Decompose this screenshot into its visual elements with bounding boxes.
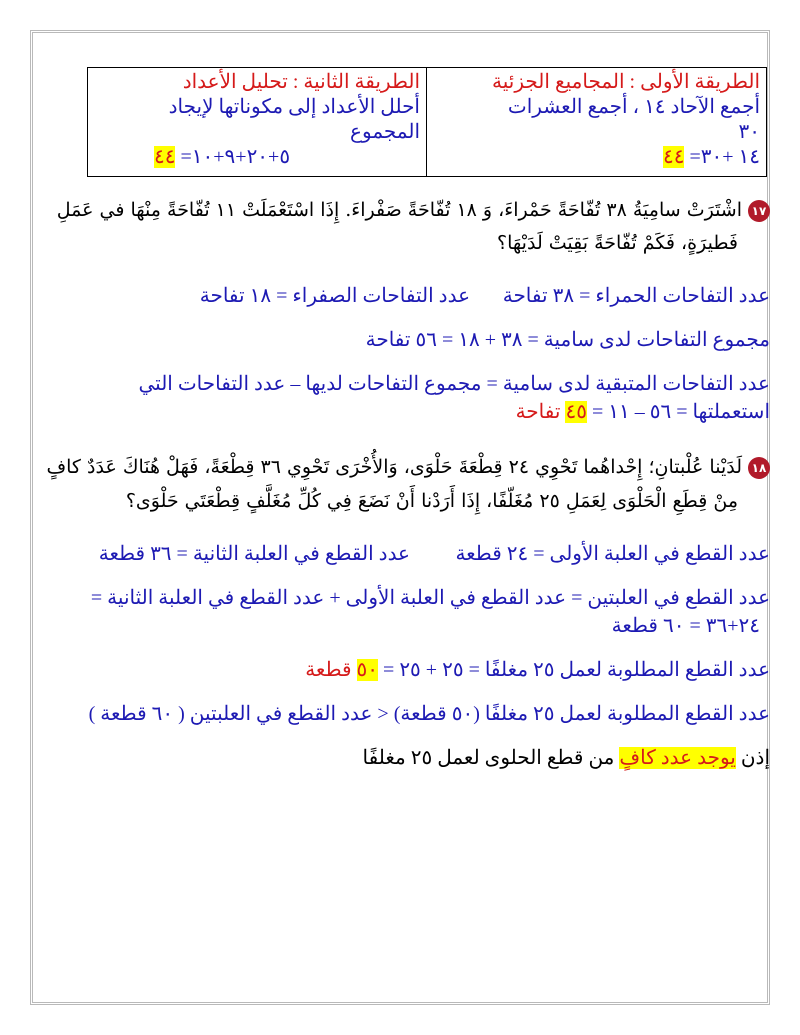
q17-text-line2: فَطيرَةٍ، فَكَمْ تُفّاحَةً بَقِيَتْ لَدَيْهَا؟ [497,232,738,254]
method1-title: الطريقة الأولى : المجاميع الجزئية [492,71,760,93]
q17-remaining-result: ٤٥ [565,401,587,423]
q18-number-badge: ١٨ [748,457,770,479]
method2-expr: ٥+٢٠+٩+١٠= [175,146,291,168]
method1-cell [427,68,766,176]
q18-text-line1: ١٨لَدَيْنا عُلْبتانِ؛ إِحْداهُما تَحْوِي ٢٤ قِطْعَةَ حَلْوَى، وَالأُخْرَى تَحْوِي ٣٦ قِطْعَةً، فَهَلْ هُنَاكَ عَدَدٌ كافٍ [30,450,770,484]
q18-both-line2: ٢٤+٣٦ = ٦٠ قطعة [611,615,760,637]
q17-number-badge: ١٧ [748,200,770,222]
q17-remaining-line1: عدد التفاحات المتبقية لدى سامية = مجموع التفاحات لديها – عدد التفاحات التي [138,373,770,395]
q18-needed-result: ٥٠ [356,659,379,681]
method1-result: ٤٤ [662,146,685,168]
q17-text-line1: ١٧اشْتَرَتْ سامِيَةُ ٣٨ تُفّاحَةً حَمْراءَ، وَ ١٨ تُفّاحَةً صَفْراءَ. إِذَا اسْتَعْمَلَتْ ١١ تُفّاحَةً مِنْهَا في عَمَلِ [30,193,770,227]
q18-conclusion: إذن يوجد عدد كافٍ من قطع الحلوى لعمل ٢٥ مغلفًا [362,747,770,769]
q18-conclusion-highlight: يوجد عدد كافٍ [619,747,736,769]
method1-line3 [433,145,760,170]
method1-line1: أجمع الآحاد ١٤ ، أجمع العشرات [507,96,760,118]
methods-table [87,67,767,177]
method2-line2 [94,145,420,170]
q18-box1: عدد القطع في العلبة الأولى = ٢٤ قطعة [455,543,770,565]
q18-compare: عدد القطع المطلوبة لعمل ٢٥ مغلفًا (٥٠ قطعة) < عدد القطع في العلبتين ( ٦٠ قطعة ) [88,703,770,725]
q17-total: مجموع التفاحات لدى سامية = ٣٨ + ١٨ = ٥٦ تفاحة [365,329,770,351]
method2-title: الطريقة الثانية : تحليل الأعداد [182,71,420,93]
method1-line2: ٣٠ [738,121,760,143]
q17-remaining-line2: استعملتها = ٥٦ – ١١ = ٤٥ تفاحة [515,401,770,423]
method1-expr: ١٤ +٣٠= [684,146,760,168]
method2-cell [88,68,427,176]
method2-result: ٤٤ [154,146,176,168]
q18-needed: عدد القطع المطلوبة لعمل ٢٥ مغلفًا = ٢٥ + ٢٥ = ٥٠ قطعة [305,659,770,681]
q17-yellow-apples: عدد التفاحات الصفراء = ١٨ تفاحة [199,285,470,307]
method2-line1: أحلل الأعداد إلى مكوناتها لإيجاد المجموع [168,96,420,143]
q17-red-apples: عدد التفاحات الحمراء = ٣٨ تفاحة [502,285,770,307]
q18-box2: عدد القطع في العلبة الثانية = ٣٦ قطعة [98,543,410,565]
q18-both-line1: عدد القطع في العلبتين = عدد القطع في العلبة الأولى + عدد القطع في العلبة الثانية = [90,587,770,609]
q18-text-line2: مِنْ قِطَعِ الْحَلْوَى لِعَمَلِ ٢٥ مُغَلّفًا، إِذَا أَرَدْنا أَنْ نَضَعَ فِي كُلِّ مُغَلَّفٍ قِطْعَتَي حَلْوَى؟ [125,490,738,512]
